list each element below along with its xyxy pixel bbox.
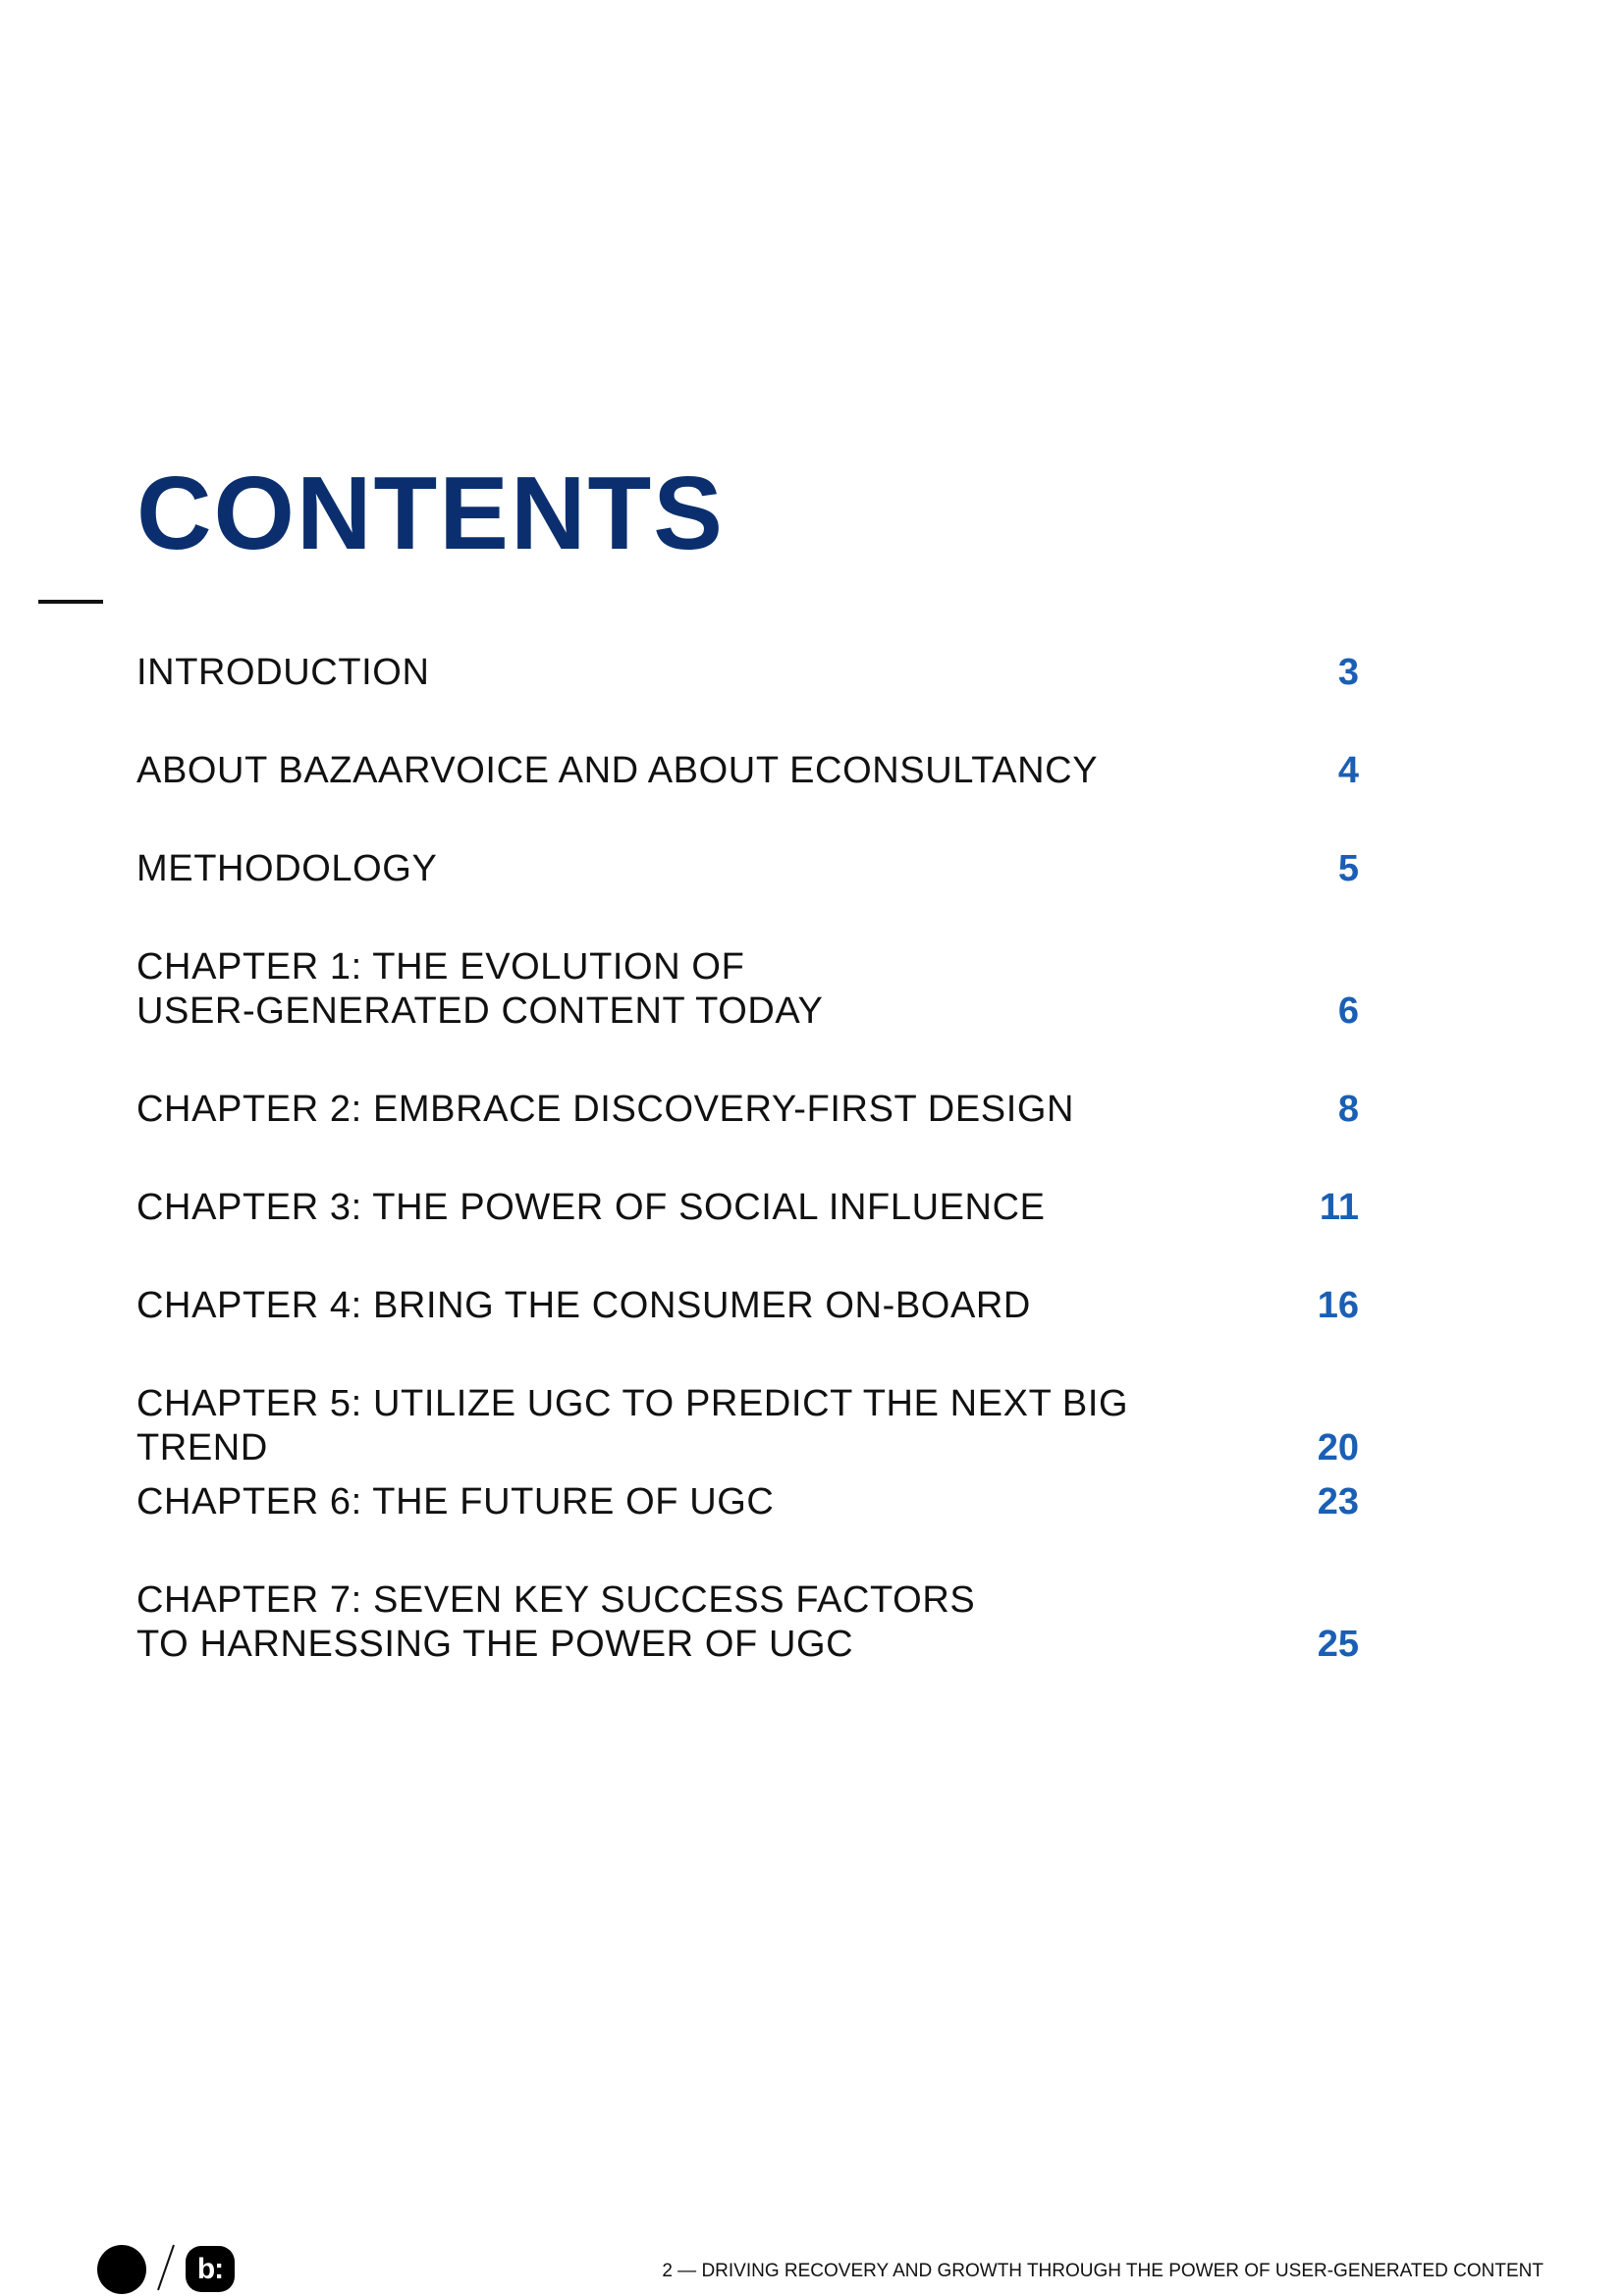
toc-entry-chapter-1[interactable] [136, 945, 1359, 1034]
toc-entry-chapter-2[interactable] [136, 1088, 1359, 1132]
logo-divider-slash-icon [155, 2242, 177, 2293]
toc-entry-page-number: 11 [1319, 1187, 1359, 1228]
toc-entry-chapter-6[interactable] [136, 1480, 1359, 1524]
toc-entry-label: CHAPTER 1: THE EVOLUTION OF USER-GENERATED CONTENT TODAY [136, 946, 824, 1032]
toc-entry-page-number: 8 [1337, 1089, 1359, 1130]
toc-entry-page-number: 25 [1317, 1624, 1359, 1665]
toc-entry-introduction[interactable] [136, 651, 1359, 695]
toc-entry-page-number: 16 [1317, 1285, 1359, 1326]
toc-entry-chapter-7[interactable] [136, 1578, 1359, 1667]
toc-entry-chapter-4[interactable] [136, 1284, 1359, 1328]
toc-entry-about[interactable] [136, 749, 1359, 793]
toc-entry-label: CHAPTER 2: EMBRACE DISCOVERY-FIRST DESIGN [136, 1089, 1075, 1130]
econsultancy-logo-icon [97, 2245, 146, 2294]
toc-entry-label: CHAPTER 6: THE FUTURE OF UGC [136, 1481, 775, 1522]
toc-entry-label: INTRODUCTION [136, 652, 430, 693]
toc-entry-label: CHAPTER 4: BRING THE CONSUMER ON-BOARD [136, 1285, 1031, 1326]
toc-entry-page-number: 3 [1337, 652, 1359, 693]
toc-entry-page-number: 23 [1317, 1481, 1359, 1522]
toc-entry-page-number: 4 [1337, 750, 1359, 791]
toc-entry-chapter-3[interactable] [136, 1186, 1359, 1230]
toc-entry-page-number: 20 [1317, 1427, 1359, 1468]
footer-page-label: 2 — DRIVING RECOVERY AND GROWTH THROUGH THE POWER OF USER-GENERATED CONTENT [662, 2261, 1543, 2281]
title-divider [38, 600, 103, 604]
toc-entry-label: ABOUT BAZAARVOICE AND ABOUT ECONSULTANCY [136, 750, 1099, 791]
page-title: CONTENTS [136, 455, 725, 571]
toc-entry-methodology[interactable] [136, 847, 1359, 891]
toc-entry-label: METHODOLOGY [136, 848, 438, 889]
bazaarvoice-logo-icon: b: [186, 2246, 235, 2292]
toc-entry-label: CHAPTER 7: SEVEN KEY SUCCESS FACTORS TO HARNESSING THE POWER OF UGC [136, 1579, 976, 1665]
toc-entry-chapter-5[interactable] [136, 1382, 1359, 1470]
toc-entry-page-number: 6 [1337, 990, 1359, 1032]
toc-entry-label: CHAPTER 3: THE POWER OF SOCIAL INFLUENCE [136, 1187, 1046, 1228]
toc-entry-label: CHAPTER 5: UTILIZE UGC TO PREDICT THE NEXT BIG TREND [136, 1383, 1129, 1468]
toc-entry-page-number: 5 [1337, 848, 1359, 889]
